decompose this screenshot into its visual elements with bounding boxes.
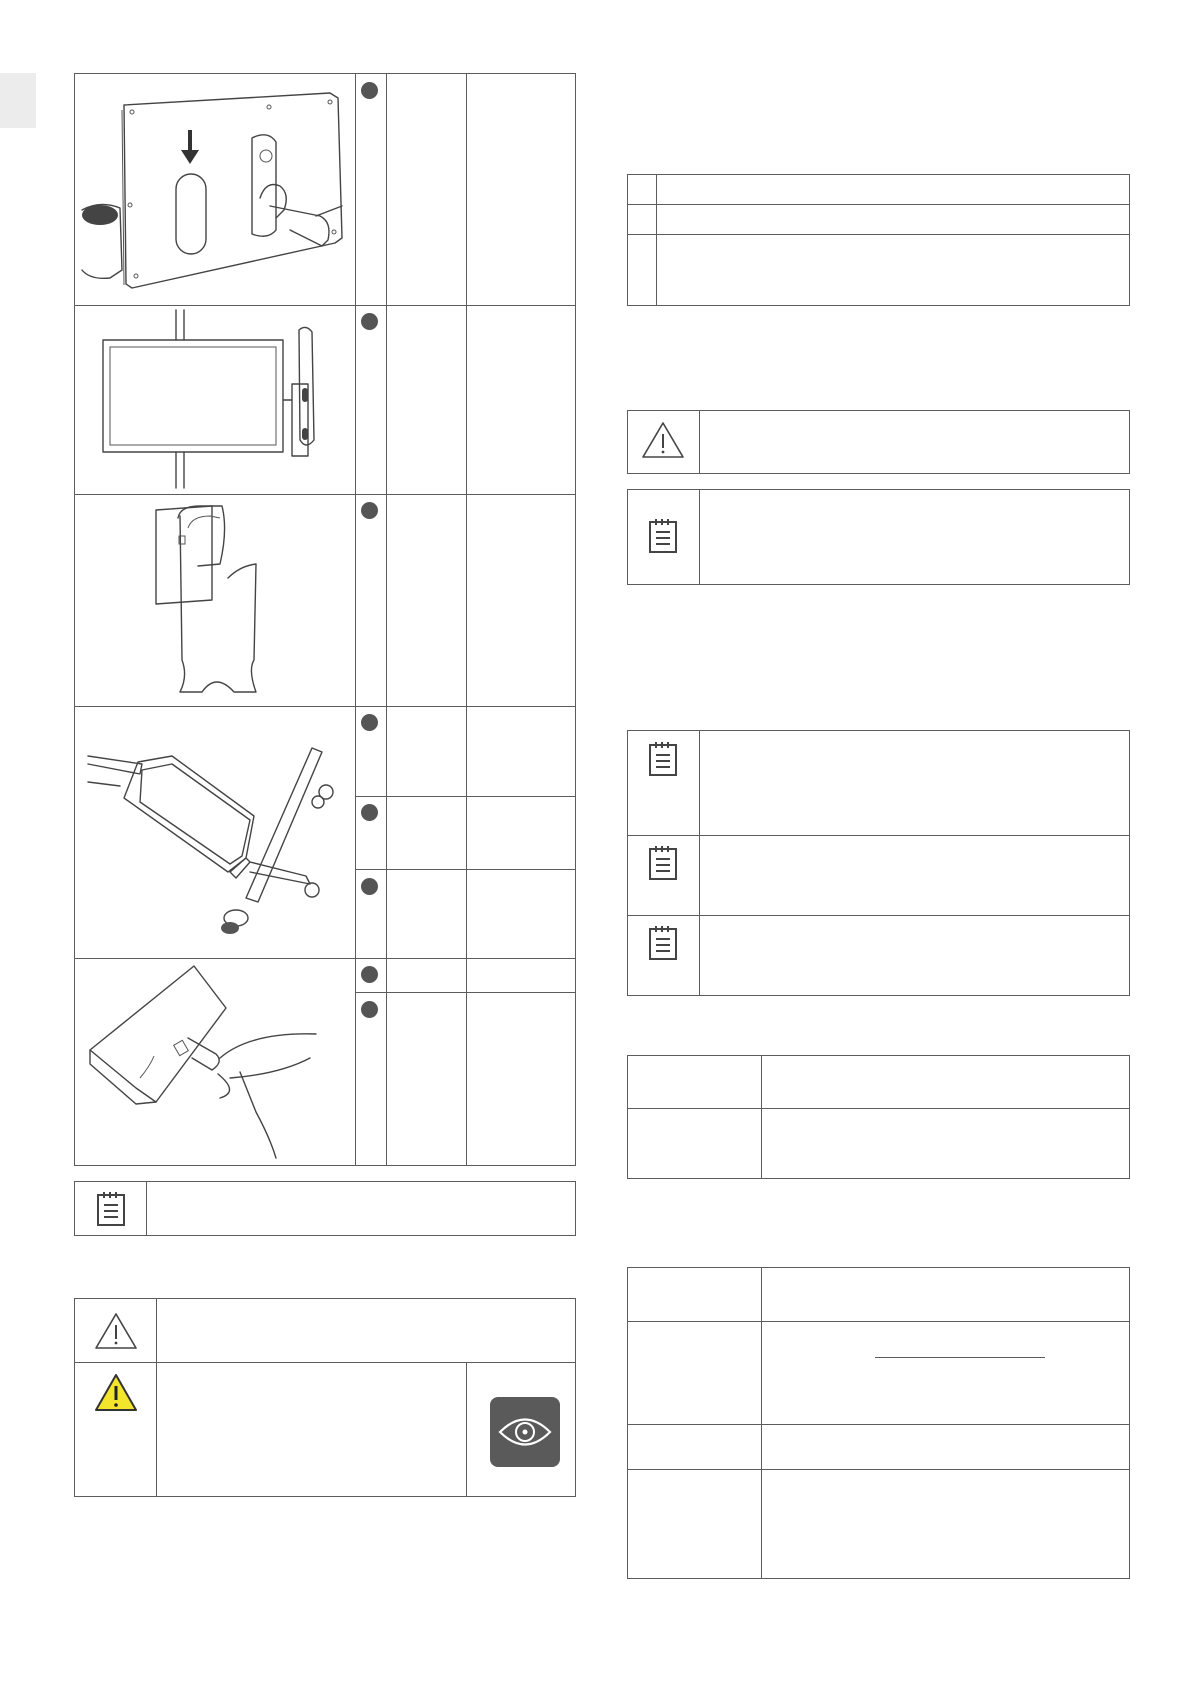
note-icon [648, 518, 678, 554]
step-marker [361, 502, 378, 519]
step-marker [361, 714, 378, 731]
note-icon [648, 845, 678, 881]
step-marker [361, 878, 378, 895]
step-marker [361, 82, 378, 99]
cart-base-with-casters-illustration [80, 712, 350, 952]
right-spec-table-2 [627, 1267, 1130, 1579]
scanner-holder-clip-illustration [80, 500, 350, 700]
note-icon [648, 925, 678, 961]
right-notes-box [627, 730, 1130, 996]
right-warning-box [627, 410, 1130, 474]
step-marker [361, 313, 378, 330]
step-marker [361, 804, 378, 821]
right-spec-table-1 [627, 1055, 1130, 1179]
note-icon [96, 1191, 126, 1227]
right-note-box [627, 489, 1130, 585]
eye-icon [490, 1397, 560, 1467]
step-marker [361, 1001, 378, 1018]
cable-connection-illustration [80, 962, 350, 1162]
left-note-box [74, 1181, 576, 1236]
monitor-with-scanner-holder-illustration [80, 310, 350, 490]
warning-yellow-icon [94, 1373, 138, 1413]
side-tab-marker [0, 73, 36, 128]
underline-link-placeholder [875, 1357, 1045, 1358]
step-marker [361, 966, 378, 983]
note-icon [648, 741, 678, 777]
warning-outline-icon [641, 421, 685, 459]
wall-mount-bracket-illustration [80, 80, 350, 300]
right-top-table [627, 174, 1130, 306]
warning-outline-icon [94, 1312, 138, 1350]
